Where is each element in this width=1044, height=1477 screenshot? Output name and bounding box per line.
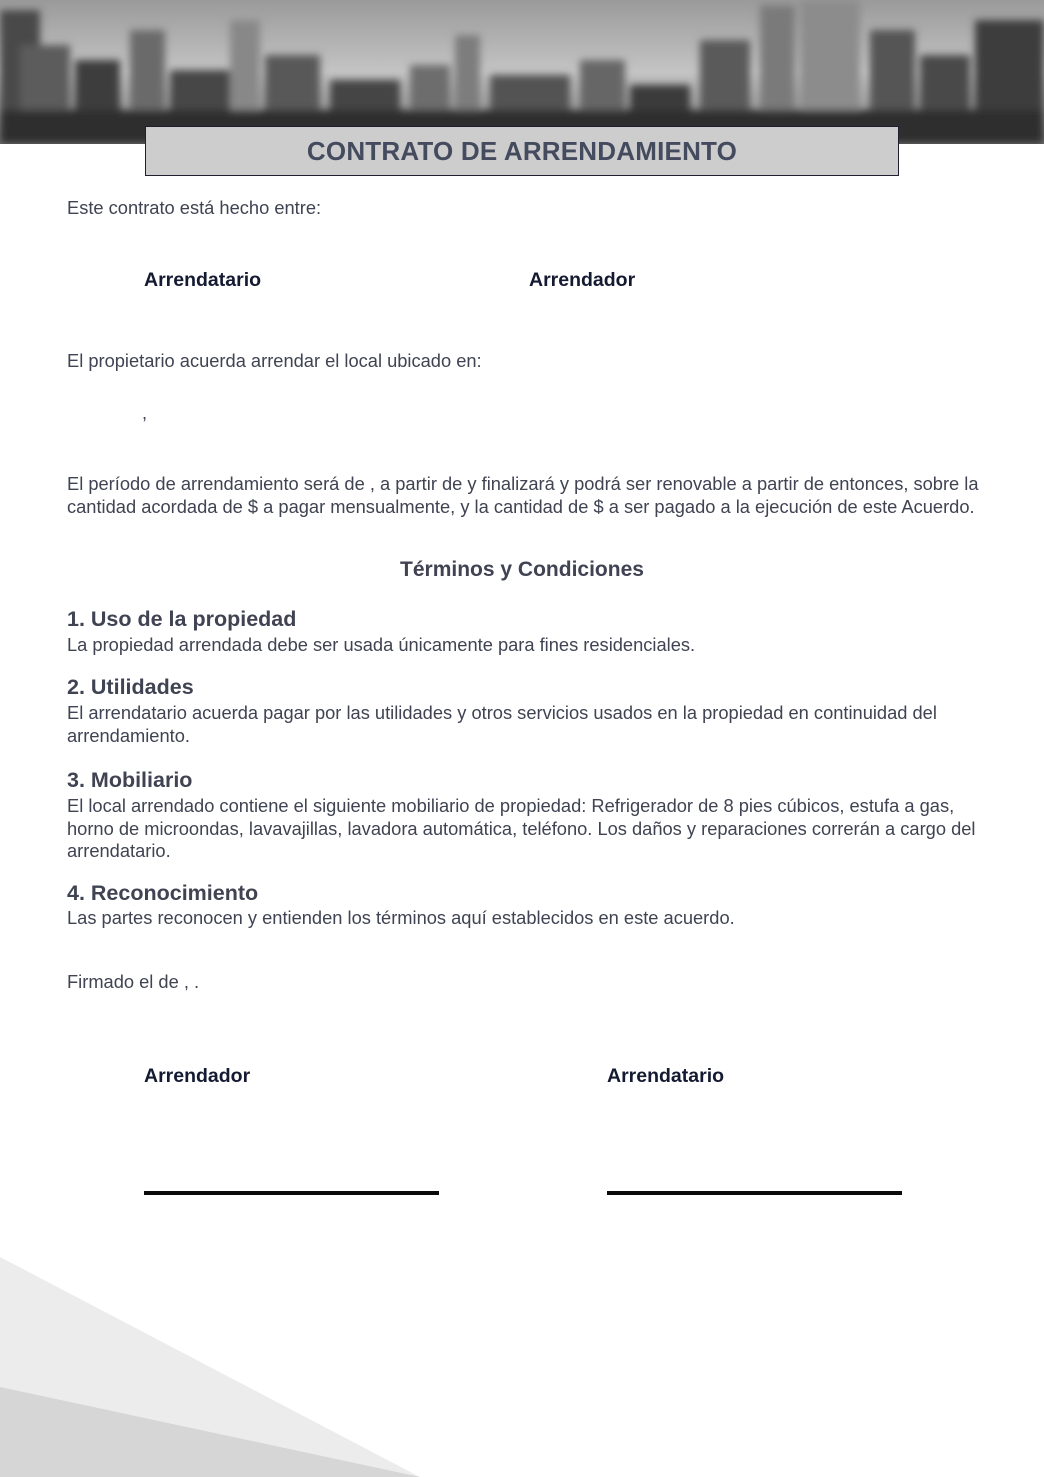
section-heading-1: 1. Uso de la propiedad: [67, 607, 297, 631]
header-skyline-image: [0, 0, 1044, 144]
section-body-4: Las partes reconocen y entienden los términos aquí establecidos en este acuerdo.: [67, 907, 735, 928]
section-heading-4: 4. Reconocimiento: [67, 881, 259, 905]
top-party-left: Arrendatario: [144, 269, 262, 291]
location-intro: El propietario acuerda arrendar el local ubicado en:: [67, 350, 482, 371]
section-body-1: La propiedad arrendada debe ser usada únicamente para fines residenciales.: [67, 634, 696, 655]
signature-line-right: [607, 1191, 902, 1195]
top-party-right: Arrendador: [529, 269, 636, 291]
location-value: ,: [142, 402, 148, 423]
section-body-3: El local arrendado contiene el siguiente mobiliario de propiedad: Refrigerador de 8 pies cúbicos, estufa a gas, horno de microondas, lavavajillas, lavadora automática, teléfono. Los daños y reparaciones correrán a cargo del arrendatario.: [67, 795, 976, 861]
signed-date-text: Firmado el de , .: [67, 971, 200, 992]
signature-line-left: [144, 1191, 439, 1195]
bottom-party-right: Arrendatario: [607, 1065, 725, 1087]
intro-text: Este contrato está hecho entre:: [67, 197, 322, 218]
section-heading-3: 3. Mobiliario: [67, 768, 193, 792]
period-paragraph: El período de arrendamiento será de , a partir de y finalizará y podrá ser renovable a partir de entonces, sobre la cantidad acordada de $ a pagar mensualmente, y la cantidad de $ a ser pagado a la ejecución de este Acuerdo.: [67, 473, 979, 517]
bottom-party-left: Arrendador: [144, 1065, 251, 1087]
footer-decoration: [0, 1257, 420, 1477]
section-body-2: El arrendatario acuerda pagar por las utilidades y otros servicios usados en la propiedad en continuidad del arrendamiento.: [67, 702, 937, 746]
section-heading-2: 2. Utilidades: [67, 675, 194, 699]
document-title-box: [145, 126, 899, 176]
terms-heading: Términos y Condiciones: [400, 558, 644, 581]
document-title: CONTRATO DE ARRENDAMIENTO: [306, 135, 738, 166]
